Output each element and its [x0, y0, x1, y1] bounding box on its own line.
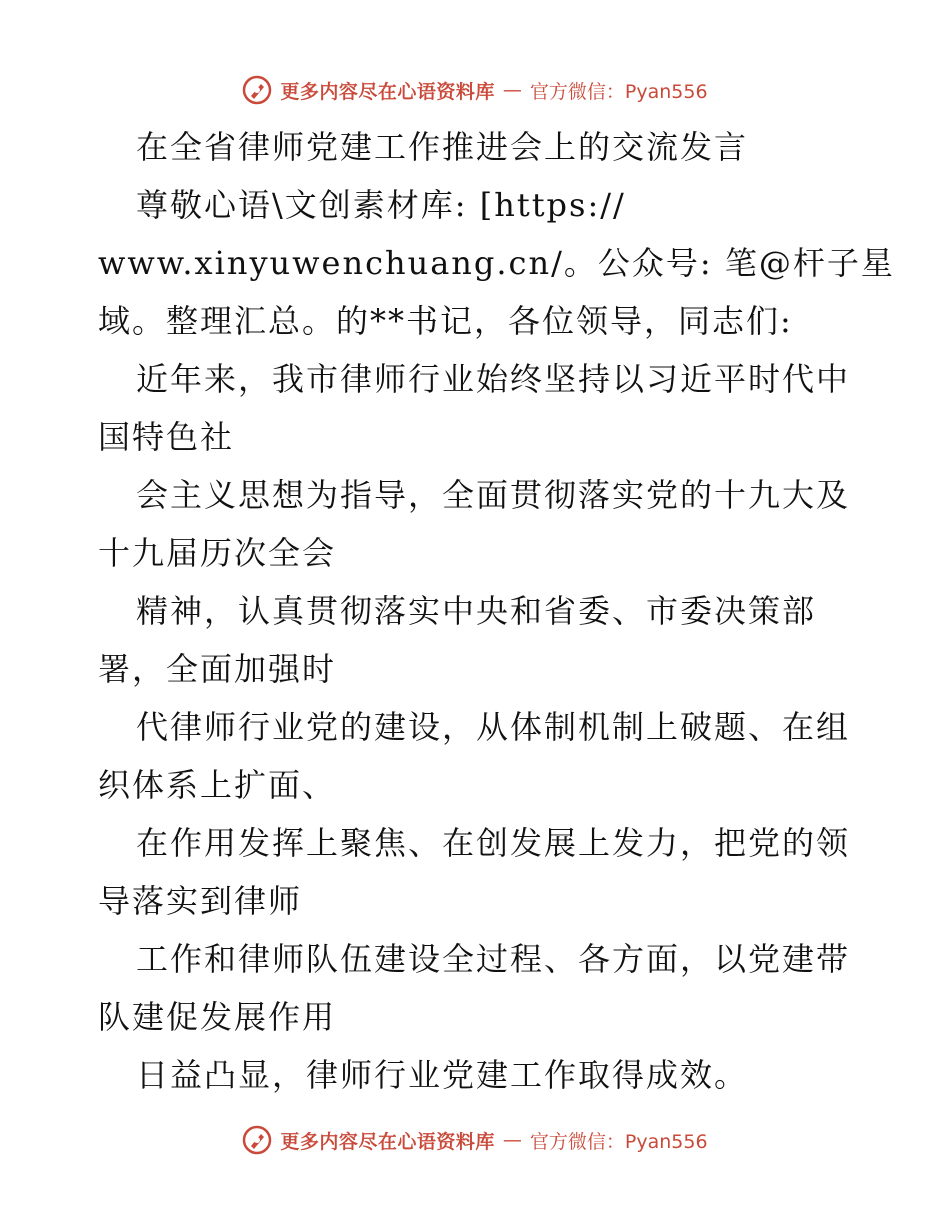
banner-separator: —	[502, 79, 522, 101]
pen-logo-icon	[242, 75, 272, 105]
document-line: 近年来，我市律师行业始终坚持以习近平时代中	[136, 360, 851, 398]
banner-separator: —	[502, 1129, 522, 1151]
document-line: 精神，认真贯彻落实中央和省委、市委决策部	[136, 592, 817, 630]
document-line: 队建促发展作用	[98, 998, 337, 1036]
document-line: 日益凸显，律师行业党建工作取得成效。	[136, 1056, 749, 1094]
footer-watermark-banner	[0, 1120, 950, 1160]
document-line: 工作和律师队伍建设全过程、各方面，以党建带	[136, 940, 851, 978]
document-line: 署，全面加强时	[98, 650, 337, 688]
document-line: www.xinyuwenchuang.cn/。公众号: 笔@杆子星	[98, 244, 895, 282]
document-line: 十九届历次全会	[98, 534, 337, 572]
pen-logo-icon	[242, 1125, 272, 1155]
document-line: 代律师行业党的建设，从体制机制上破题、在组	[136, 708, 851, 746]
document-line: 织体系上扩面、	[98, 766, 337, 804]
header-watermark-banner	[0, 70, 950, 110]
wechat-text: 官方微信：Pyan556	[529, 80, 708, 103]
promo-text: 更多内容尽在心语资料库	[280, 80, 495, 103]
document-line: 会主义思想为指导，全面贯彻落实党的十九大及	[136, 476, 851, 514]
document-line: 导落实到律师	[98, 882, 303, 920]
document-body	[98, 118, 895, 1104]
document-line: 国特色社	[98, 418, 235, 456]
document-line: 在作用发挥上聚焦、在创发展上发力，把党的领	[136, 824, 851, 862]
promo-text: 更多内容尽在心语资料库	[280, 1130, 495, 1153]
document-title: 在全省律师党建工作推进会上的交流发言	[136, 128, 749, 166]
wechat-text: 官方微信：Pyan556	[529, 1130, 708, 1153]
document-line: 域。整理汇总。的**书记，各位领导，同志们:	[98, 302, 793, 340]
document-line: 尊敬心语\文创素材库: [https://	[136, 186, 626, 224]
